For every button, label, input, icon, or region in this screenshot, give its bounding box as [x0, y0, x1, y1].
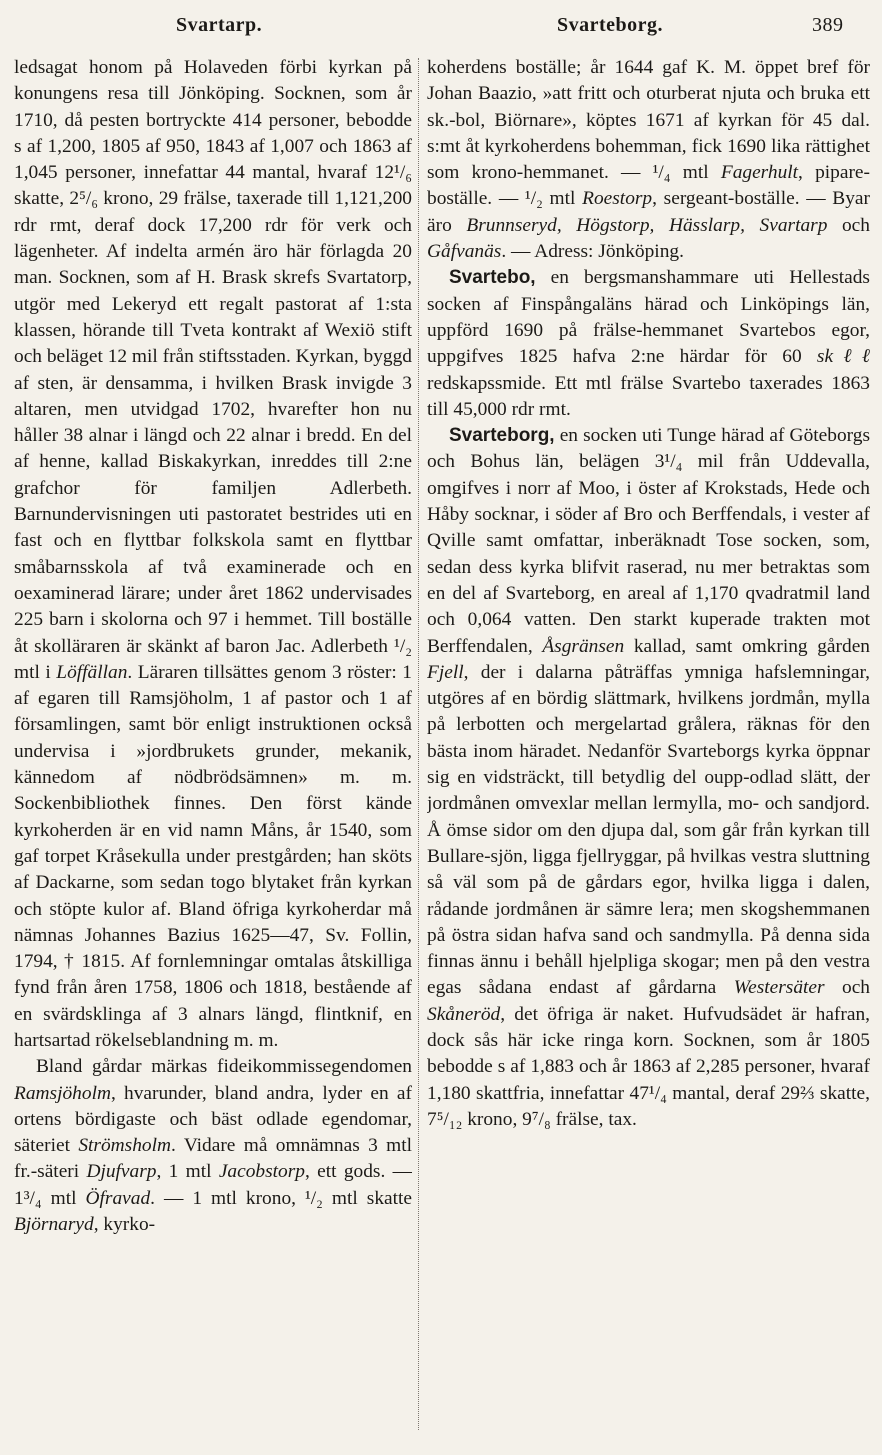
- entry-headword: Svartebo,: [449, 267, 536, 289]
- place-name: Strömsholm: [78, 1135, 171, 1157]
- entry-svartebo: Svartebo, en bergsmanshammare uti Hellestads socken af Finspångaläns härad och Linköpings län, uppförd 1690 på frälse-hemmanet Svartebos egor, uppgifves 1825 hafva 2:ne härdar för 60 skℓℓ redskapssmide. Ett mtl frälse Svartebo taxerades 1863 till 45,000 rdr rmt.: [427, 267, 870, 420]
- place-name: Åsgränsen: [542, 635, 625, 657]
- place-name: Löffällan: [56, 661, 128, 683]
- page-header: [0, 8, 882, 42]
- place-name: Ramsjöholm: [14, 1082, 111, 1104]
- place-name: Jacobstorp: [218, 1161, 305, 1183]
- place-name: Öfravad: [85, 1187, 151, 1209]
- place-name: Björnaryd: [14, 1214, 94, 1236]
- unit-abbrev: skℓℓ: [816, 346, 870, 368]
- entry-svarteborg: Svarteborg, en socken uti Tunge härad af Göteborgs och Bohus län, belägen 3¹/₄ mil från Uddevalla, omgifves i norr af Moo, i öster af Krokstads, Hede och Håby socknar, i söder af Bro och Berffendals, i vester af Qville samt omfattar, inberäknadt Tose socken, som, sedan dess kyrka blifvit raserad, nu mer betraktas som en del af Svarteborg, en areal af 1,170 qvadratmil land och 0,064 vatten. Den starkt kuperade trakten mot Berffendalen, Åsgränsen kallad, samt omkring gården Fjell, der i dalarna påträffas ymniga hafslemningar, utgöres af en bördig slättmark, hvilkens jordmån, mylla på lerbotten och mergelartad grålera, räknas för den bästa inom häradet. Nedanför Svarteborgs kyrka öppnar sig en vidsträckt, till betydlig del oupp-odlad slätt, der jordmånen omvexlar mellan lermylla, mo- och sandjord. Å ömse sidor om den djupa dal, som går från kyrkan till Bullare-sjön, ligga fjellryggar, på hvilkas vestra sluttning så väl som på de gårdars egor, hvilka ligga i dalen, rådande jordmånen är sämre lera; men skogshemmanen på östra sidan hafva sand och sandmylla. På denna sida finnas ännu i behåll hjelpliga skogar; men på den vestra egas sådana endast af gårdarna Westersäter och Skåneröd, det öfriga är naket. Hufvudsädet är hafran, dock sås här icke ringa korn. Socknen, som år 1805 bebodde s af 1,883 och år 1863 af 2,285 personer, hvaraf 1,180 skattfria, innefattar 47¹/₄ mantal, deraf 29⅔ skatte, 7⁵/₁₂ krono, 9⁷/₈ frälse, tax.: [427, 425, 870, 1130]
- place-name: Brunnseryd, Högstorp, Hässlarp, Svartarp: [466, 214, 828, 236]
- running-head-right: Svarteborg.: [557, 14, 664, 36]
- paragraph-svartarp: ledsagat honom på Holaveden förbi kyrkan på konungens resa till Jönköping. Socknen, som år 1710, då pesten bortryckte 414 personer, bebodde s af 1,200, 1805 af 950, 1843 af 1,007 och 1863 af 1,045 personer, innefattar 44 mantal, hvaraf 12¹/₆ skatte, 2⁵/₆ krono, 29 frälse, taxerade till 1,121,200 rdr rmt, deraf dock 17,200 rdr för verk och lägenheter. Af indelta armén äro här förlagda 20 man. Socknen, som af H. Brask skrefs Svartatorp, utgör med Lekeryd ett regalt pastorat af 1:sta klassen, hörande till Tveta kontrakt af Wexiö stift och beläget 12 mil från stiftsstaden. Kyrkan, byggd af sten, är densamma, i hvilken Brask invigde 3 altaren, men utvidgad 1702, hvarefter hon nu håller 38 alnar i längd och 22 alnar i bredd. En del af henne, kallad Biskakyrkan, inreddes till 2:ne grafchor för familjen Adlerbeth. Barnundervisningen uti pastoratet bestrides uti en fast och en flyttbar folkskola samt en flyttbar småbarnsskola af två examinerade och en oexaminerad lärare; under året 1862 undervisades 225 barn i skolorna och 97 i hemmet. Till boställe åt skolläraren är skänkt af baron Jac. Adlerbeth ¹/₂ mtl i Löffällan. Läraren tillsättes genom 3 röster: 1 af egaren till Ramsjöholm, 1 af pastor och 1 af församlingen, samt bör enligt instruktionen också undervisa i »jordbrukets grunder, mekanik, kännedom af nödbrödsämnen» m. m. Sockenbibliothek finnes. Den först kände kyrkoherden är en vid namn Måns, år 1540, som gaf torpet Kråsekulla under prestgården; han sköts af Dackarne, som sedan togo blytaket från kyrkan och stöpte kulor af. Bland öfriga kyrkoherdar må nämnas Johannes Bazius 1625—47, Sv. Follin, 1794, † 1815. Af fornlemningar omtalas åtskilliga fynd från åren 1758, 1806 och 1818, bestående af en svärdsklinga af 3 alnars längd, flintknif, en hartsartad rökelseblandning m. m.: [14, 57, 412, 1051]
- place-name: Gåfvanäs: [427, 241, 502, 263]
- place-name: Westersäter: [733, 977, 825, 999]
- place-name: Roestorp: [582, 188, 653, 210]
- page-number: 389: [812, 14, 844, 36]
- place-name: Fagerhult: [720, 162, 799, 184]
- place-name: Djufvarp: [86, 1161, 157, 1183]
- column-divider: [418, 58, 419, 1430]
- running-head-left: Svartarp.: [176, 14, 263, 36]
- left-column: [14, 55, 412, 1445]
- entry-headword: Svarteborg,: [449, 425, 555, 447]
- paragraph-continued: koherdens boställe; år 1644 gaf K. M. öppet bref för Johan Baazio, »att fritt och oturberat njuta och bruka ett sk.-bol, Biörnare», köptes 1671 af kyrkan för 45 dal. s:mt åt kyrkoherdens bohemman, fick 1690 lika rättighet som krono-hemmanet. — ¹/₄ mtl Fagerhult, pipare-boställe. — ¹/₂ mtl Roestorp, sergeant-boställe. — Byar äro Brunnseryd, Högstorp, Hässlarp, Svartarp och Gåfvanäs. — Adress: Jönköping.: [427, 57, 870, 263]
- place-name: Skåneröd: [427, 1003, 501, 1025]
- right-column: [427, 55, 870, 1445]
- paragraph-estates: Bland gårdar märkas fideikommissegendomen Ramsjöholm, hvarunder, bland andra, lyder en af ortens bördigaste och bäst odlade egendomar, säteriet Strömsholm. Vidare må omnämnas 3 mtl fr.-säteri Djufvarp, 1 mtl Jacobstorp, ett gods. — 1³/₄ mtl Öfravad. — 1 mtl krono, ¹/₂ mtl skatte Björnaryd, kyrko-: [14, 1056, 412, 1236]
- place-name: Fjell: [427, 661, 464, 683]
